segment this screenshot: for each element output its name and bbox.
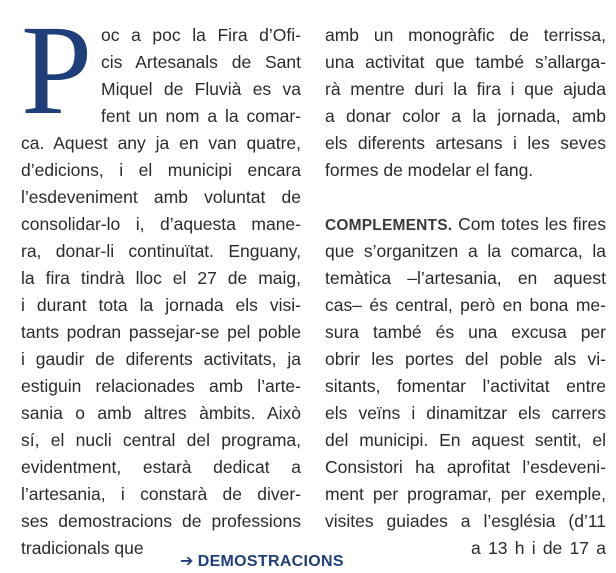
text-line: amb un monogràfic de terrissa, <box>325 25 606 45</box>
text-line: i gaudir de diferents activitats, ja <box>21 349 301 369</box>
text-line: oc a poc la Fira d’Ofi- <box>101 25 301 45</box>
drop-cap: P <box>21 16 93 128</box>
text-line: rà mentre duri la fira i que ajuda <box>325 79 606 99</box>
text-line: l’artesania, i constarà de diver- <box>21 484 301 504</box>
text-line: ra, donar-li continuïtat. Enguany, <box>21 241 301 261</box>
text-line: ment per programar, per exemple, <box>325 484 606 504</box>
text-line: els diferents artesans i les seves <box>325 133 606 153</box>
text-line: la fira tindrà lloc el 27 de maig, <box>21 268 301 288</box>
text-line: ca. Aquest any ja en van quatre, <box>21 133 301 153</box>
text-line: l’esdeveniment amb voluntat de <box>21 187 301 207</box>
arrow-right-icon: ➔ <box>180 553 194 570</box>
text-line: una activitat que també s’allarga- <box>325 52 606 72</box>
text-line: evidentment, estarà dedicat a <box>21 457 301 477</box>
text-line: estiguin relacionades amb l’arte- <box>21 376 301 396</box>
text-line: tants podran passejar-se pel poble <box>21 322 301 342</box>
text-line: Consistori ha aprofitat l’esdeveni- <box>325 457 606 477</box>
crossref-label: DEMOSTRACIONS <box>197 553 344 570</box>
text-line: cas– és central, però en bona me- <box>325 295 606 315</box>
text-line: del municipi. En aquest sentit, el <box>325 430 606 450</box>
text-line: Miquel de Fluvià es va <box>101 79 301 99</box>
text-line: sania o amb altres àmbits. Això <box>21 403 301 423</box>
text-line: sí, el nucli central del programa, <box>21 430 301 450</box>
text-line: fent un nom a la comar- <box>101 106 301 126</box>
text-line: consolidar-lo i, d’aquesta mane- <box>21 214 301 234</box>
text-line: els veïns i dinamitzar els carrers <box>325 403 606 423</box>
left-column <box>21 22 301 562</box>
text-line: temàtica –l’artesania, en aquest <box>325 268 606 288</box>
text-line: tradicionals que <box>21 538 144 558</box>
crossref-demostracions <box>180 551 344 571</box>
text-line-with-lead <box>325 211 606 238</box>
text-line: a 13 h i de 17 a <box>471 538 606 558</box>
text-line: que s’organitzen a la comarca, la <box>325 241 606 261</box>
right-column <box>325 22 606 562</box>
paragraph-gap <box>325 184 606 211</box>
text-line: sura també és una excusa per <box>325 322 606 342</box>
text-fragment: Com totes les fires <box>458 214 606 234</box>
text-line: visites guiades a l’església (d’11 <box>325 511 606 531</box>
text-line: sitants, fomentar l’activitat entre <box>325 376 606 396</box>
section-lead: COMPLEMENTS. <box>325 217 453 234</box>
text-line: obrir les portes del poble als vi- <box>325 349 606 369</box>
text-line: i durant tota la jornada els visi- <box>21 295 301 315</box>
text-line: cis Artesanals de Sant <box>101 52 301 72</box>
text-line: ses demostracions de professions <box>21 511 301 531</box>
text-line: formes de modelar el fang. <box>325 160 534 180</box>
text-line: a donar color a la jornada, amb <box>325 106 606 126</box>
text-line: d’edicions, i el municipi encara <box>21 160 301 180</box>
